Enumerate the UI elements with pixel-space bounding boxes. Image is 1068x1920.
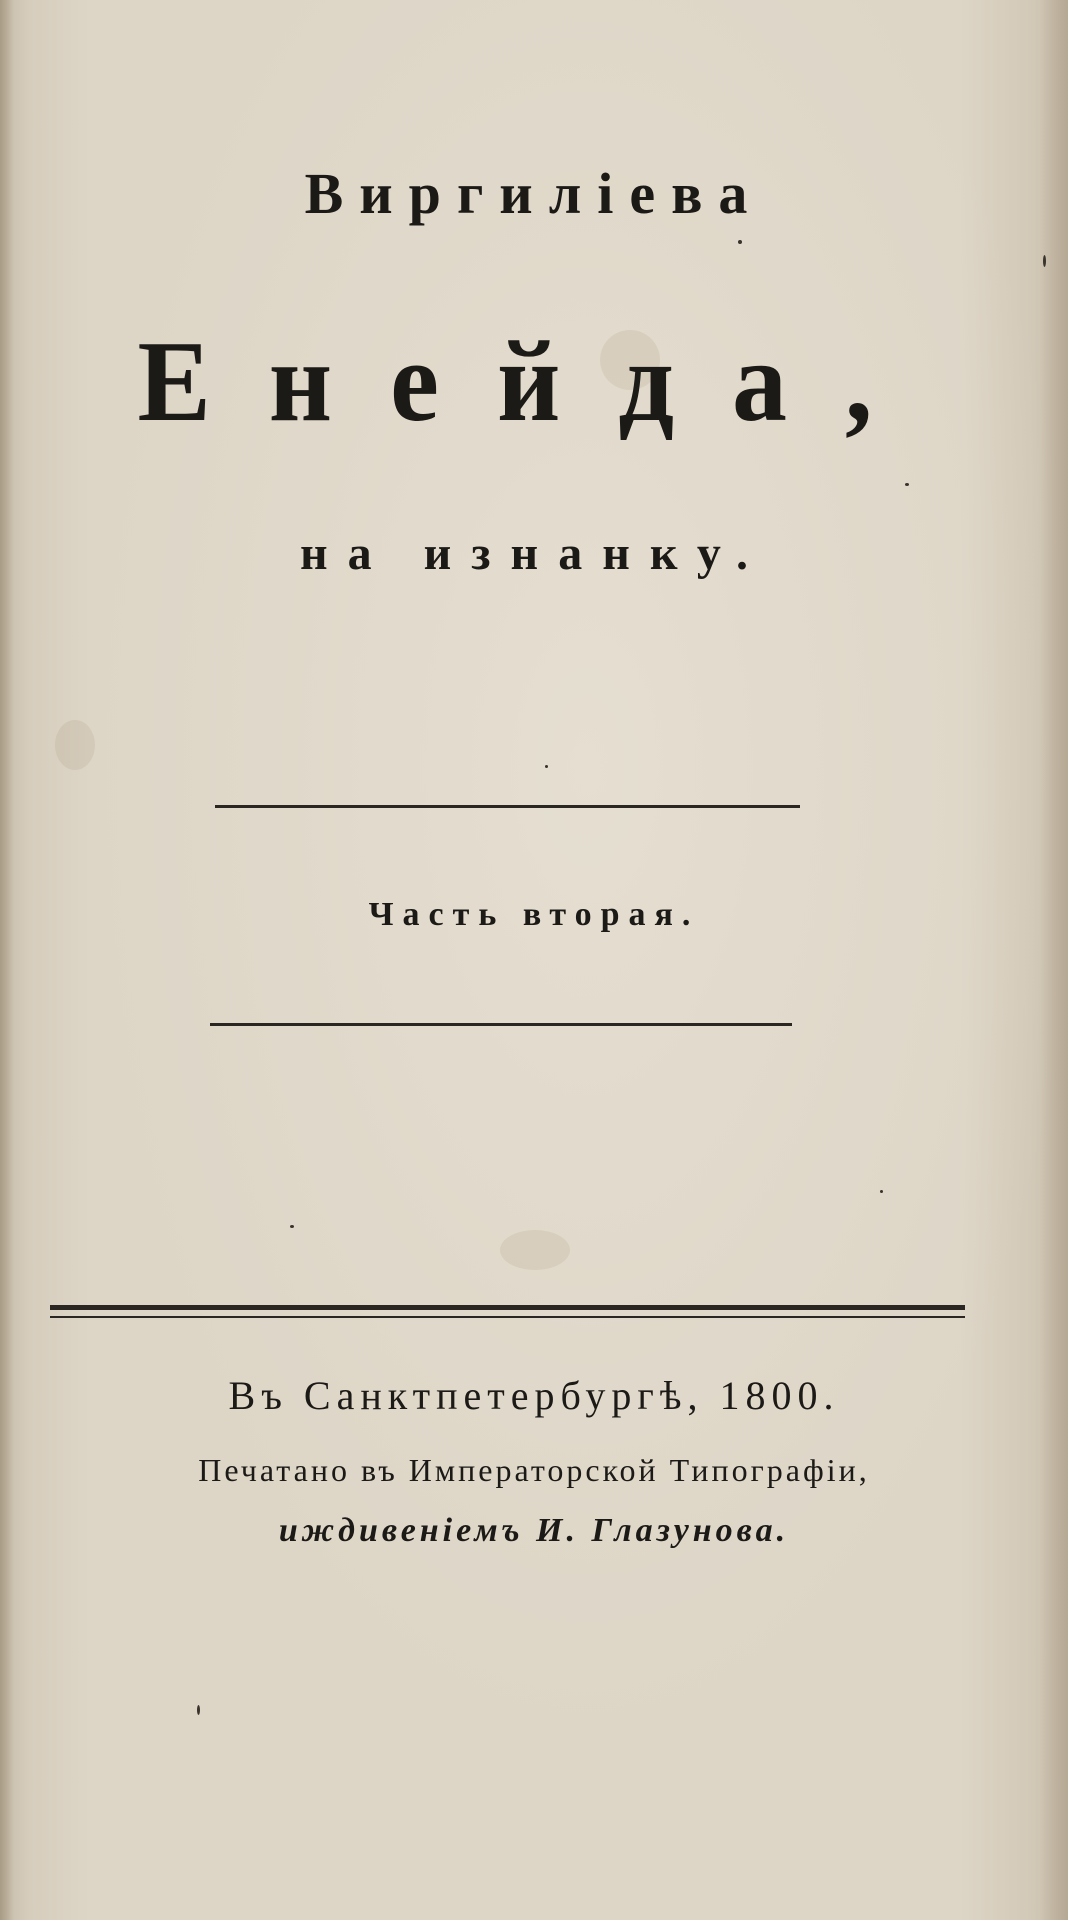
paper-speck bbox=[197, 1705, 200, 1715]
imprint-publisher: иждивенiемъ И. Глазунова. bbox=[278, 1512, 790, 1549]
paper-speck bbox=[290, 1225, 294, 1228]
paper-speck bbox=[1043, 255, 1046, 267]
work-title: Енейда, bbox=[137, 316, 931, 446]
paper-speck bbox=[738, 240, 742, 244]
subtitle: на изнанку. bbox=[299, 527, 769, 580]
part-label: Часть вторая. bbox=[368, 896, 700, 933]
paper-stain bbox=[500, 1230, 570, 1270]
imprint-place-year: Въ Санктпетербургѣ, 1800. bbox=[228, 1373, 840, 1418]
paper-speck bbox=[545, 765, 548, 768]
paper-stain bbox=[55, 720, 95, 770]
divider-rule-top bbox=[215, 805, 800, 808]
page-edge-right bbox=[1040, 0, 1068, 1920]
double-rule-thick bbox=[50, 1305, 965, 1310]
author-line: Виргилiева bbox=[304, 161, 764, 226]
imprint-printer: Печатано въ Императорской Типографiи, bbox=[198, 1452, 870, 1488]
paper-speck bbox=[880, 1190, 883, 1193]
double-rule-thin bbox=[50, 1316, 965, 1318]
divider-rule-bottom bbox=[210, 1023, 792, 1026]
page-edge-left bbox=[0, 0, 14, 1920]
paper-speck bbox=[905, 483, 909, 486]
